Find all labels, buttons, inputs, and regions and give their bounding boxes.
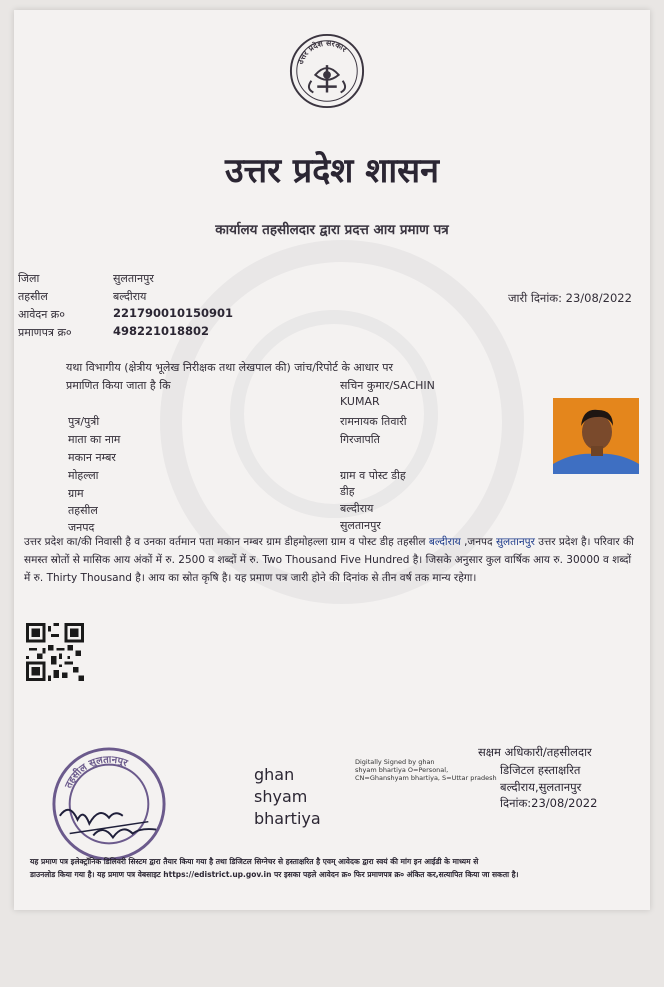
tehsil-label: तहसील <box>18 290 48 303</box>
body-tehsil: बल्दीराय <box>428 536 461 548</box>
mother-name: गिरजापति <box>340 433 380 446</box>
watermark-inner-ring <box>230 310 438 518</box>
application-number-label: आवेदन क्र० <box>18 308 65 321</box>
village-label: ग्राम <box>68 487 84 500</box>
body-part-3: उत्तर प्रदेश है। परिवार की समस्त स्रोतों से मासिक आय अंकों में रु. 2500 व शब्दों में रु. Two Thousand Five Hundred है। जिसके अनुसार कुल वार्षिक आय रु. 30000 व शब्दों में रु. Thirty Thousand है। आय का स्रोत कृषि है। यह प्रमाण पत्र जारी होने की दिनांक से तीन वर्ष तक मान्य रहेगा। <box>24 536 634 584</box>
applicant-name: सचिन कुमार/SACHIN KUMAR <box>340 379 435 408</box>
district-label: जिला <box>18 272 40 285</box>
signer-line-3: bhartiya <box>254 809 321 828</box>
intro-line-1: यथा विभागीय (क्षेत्रीय भूलेख निरीक्षक तथा लेखपाल की) जांच/रिपोर्ट के आधार पर <box>66 361 393 374</box>
mohalla-value: ग्राम व पोस्ट डीह <box>340 469 406 482</box>
authority-location: बल्दीराय,सुलतानपुर <box>500 780 582 794</box>
certificate-subtitle: कार्यालय तहसीलदार द्वारा प्रदत्त आय प्रमाण पत्र <box>215 222 449 238</box>
body-district: सुलतानपुर <box>495 536 535 548</box>
emblem-ring-text: उत्तर प्रदेश सरकार <box>295 38 349 66</box>
seal-ring-text: तहसील सुलतानपुर <box>63 754 129 791</box>
mohalla-label: मोहल्ला <box>68 469 99 482</box>
body-part-2: ,जनपद <box>460 536 493 548</box>
house-number-label: मकान नम्बर <box>68 451 116 464</box>
detail-district-label: जनपद <box>68 521 95 534</box>
page-title: उत्तर प्रदेश शासन <box>224 151 439 191</box>
certificate-number-label: प्रमाणपत्र क्र० <box>18 326 72 339</box>
detail-tehsil-label: तहसील <box>68 504 98 517</box>
svg-text:तहसील सुलतानपुर <box>63 755 130 791</box>
son-daughter-label: पुत्र/पुत्री <box>68 415 100 428</box>
village-value: डीह <box>340 485 355 498</box>
footer-line-1: यह प्रमाण पत्र इलेक्ट्रॉनिक डिलिवरी सिस्टम द्वारा तैयार किया गया है तथा डिजिटल सिग्नेचर से हस्ताक्षरित है एवम् आवेदक द्वारा स्वयं की मांग इन आईडी के माध्यम से <box>30 857 479 866</box>
intro-line-2: प्रमाणित किया जाता है कि <box>66 379 171 392</box>
application-number: 221790010150901 <box>113 306 234 320</box>
digital-signature-line-2: shyam bhartiya O=Personal, <box>355 766 449 774</box>
tehsil-value: बल्दीराय <box>113 290 147 303</box>
father-name: रामनायक तिवारी <box>340 415 407 428</box>
detail-district-value: सुलतानपुर <box>340 519 381 532</box>
body-part-1: उत्तर प्रदेश का/की निवासी है व उनका वर्तमान पता मकान नम्बर ग्राम डीहमोहल्ला ग्राम व पोस्ट डीह तहसील <box>24 536 429 548</box>
certificate-body <box>24 533 634 587</box>
detail-tehsil-value: बल्दीराय <box>340 502 374 515</box>
certificate-number: 498221018802 <box>113 324 210 338</box>
signer-line-1: ghan <box>254 765 295 784</box>
authority-date: दिनांक:23/08/2022 <box>500 796 598 810</box>
digital-signature-line-1: Digitally Signed by ghan <box>355 758 435 766</box>
digital-signature-info <box>355 758 497 782</box>
official-seal <box>50 745 168 863</box>
applicant-photo <box>553 398 639 474</box>
digital-signature-line-3: CN=Ghanshyam bhartiya, S=Uttar pradesh <box>355 774 497 782</box>
authority-title: सक्षम अधिकारी/तहसीलदार <box>478 745 592 759</box>
mother-label: माता का नाम <box>68 433 121 446</box>
district-value: सुलतानपुर <box>113 272 154 285</box>
up-state-emblem-icon <box>288 32 366 110</box>
signer-name <box>254 764 321 830</box>
footer-note <box>30 855 640 881</box>
qr-code[interactable] <box>26 623 84 681</box>
issue-date: जारी दिनांक: 23/08/2022 <box>508 291 632 305</box>
signer-line-2: shyam <box>254 787 308 806</box>
authority-digital: डिजिटल हस्ताक्षरित <box>500 763 581 777</box>
footer-line-2: डाउनलोड किया गया है। यह प्रमाण पत्र वेबसाइट https://edistrict.up.gov.in पर इसका पहले आवेदन क्र० फिर प्रमाणपत्र क्र० अंकित कर,सत्यापित किया जा सकता है। <box>30 870 519 879</box>
